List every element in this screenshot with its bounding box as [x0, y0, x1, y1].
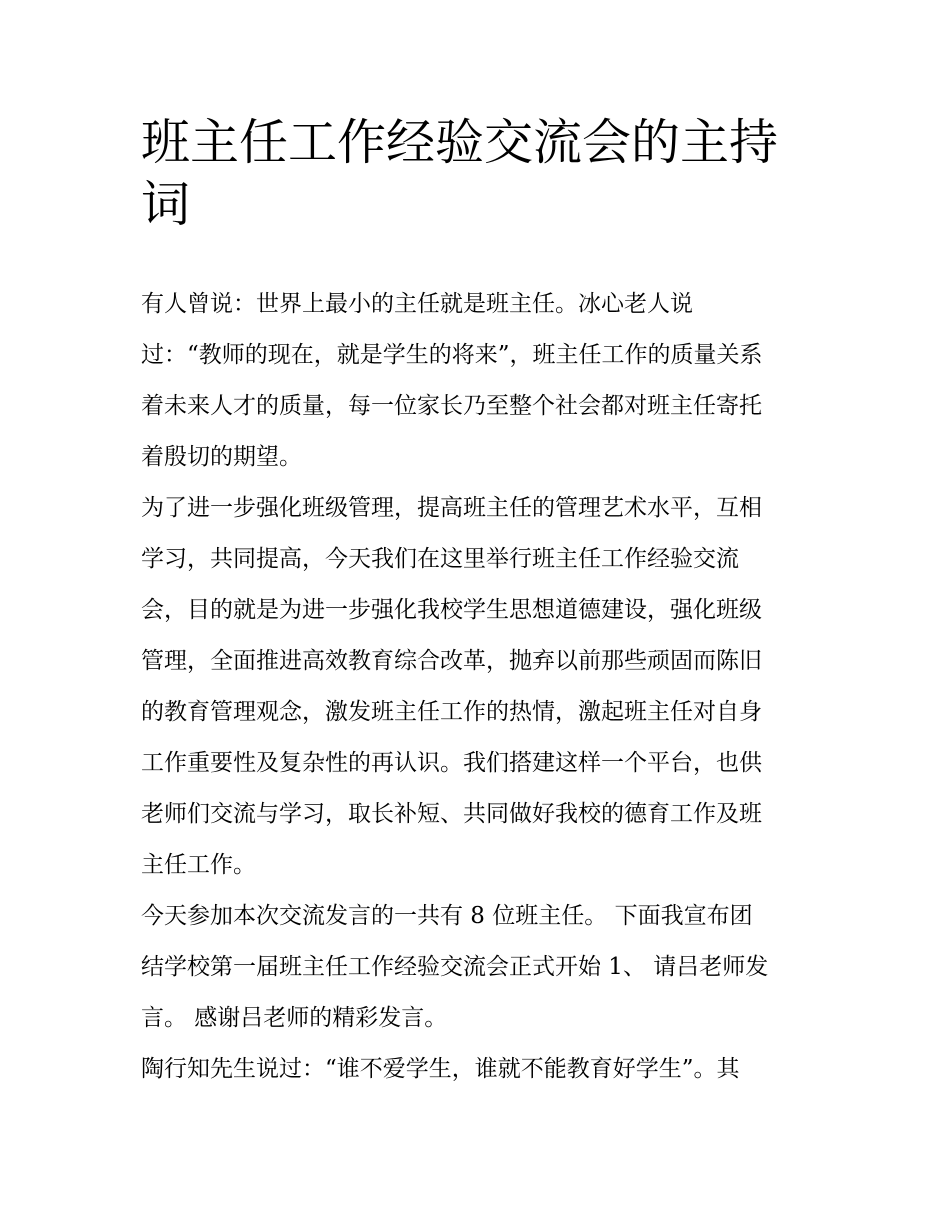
body-line: 陶行知先生说过：“谁不爱学生，谁就不能教育好学生”。其 [141, 1056, 740, 1082]
title-line: 班主任工作经验交流会的主持 [141, 114, 779, 171]
body-line: 着殷切的期望。 [141, 444, 302, 470]
body-line: 着未来人才的质量，每一位家长乃至整个社会都对班主任寄托 [141, 393, 762, 419]
body-line: 言。 感谢吕老师的精彩发言。 [141, 1005, 448, 1031]
body-line: 为了进一步强化班级管理，提高班主任的管理艺术水平，互相 [141, 495, 762, 521]
body-line: 过：“教师的现在，就是学生的将来”，班主任工作的质量关系 [141, 342, 763, 368]
body-line: 老师们交流与学习，取长补短、共同做好我校的德育工作及班 [141, 801, 762, 827]
document-body [141, 279, 821, 1095]
body-line: 今天参加本次交流发言的一共有 8 位班主任。 下面我宣布团 [141, 903, 753, 929]
body-line: 管理，全面推进高效教育综合改革，抛弃以前那些顽固而陈旧 [141, 648, 762, 674]
body-line: 工作重要性及复杂性的再认识。我们搭建这样一个平台，也供 [141, 750, 762, 776]
body-line: 的教育管理观念，激发班主任工作的热情，激起班主任对自身 [141, 699, 762, 725]
body-line: 有人曾说：世界上最小的主任就是班主任。冰心老人说 [141, 291, 693, 317]
title-line: 词 [141, 176, 191, 233]
body-line: 学习，共同提高，今天我们在这里举行班主任工作经验交流 [141, 546, 739, 572]
body-line: 结学校第一届班主任工作经验交流会正式开始 1、 请吕老师发 [141, 954, 769, 980]
body-line: 主任工作。 [141, 852, 256, 878]
document-title [141, 112, 811, 236]
body-line: 会，目的就是为进一步强化我校学生思想道德建设，强化班级 [141, 597, 762, 623]
